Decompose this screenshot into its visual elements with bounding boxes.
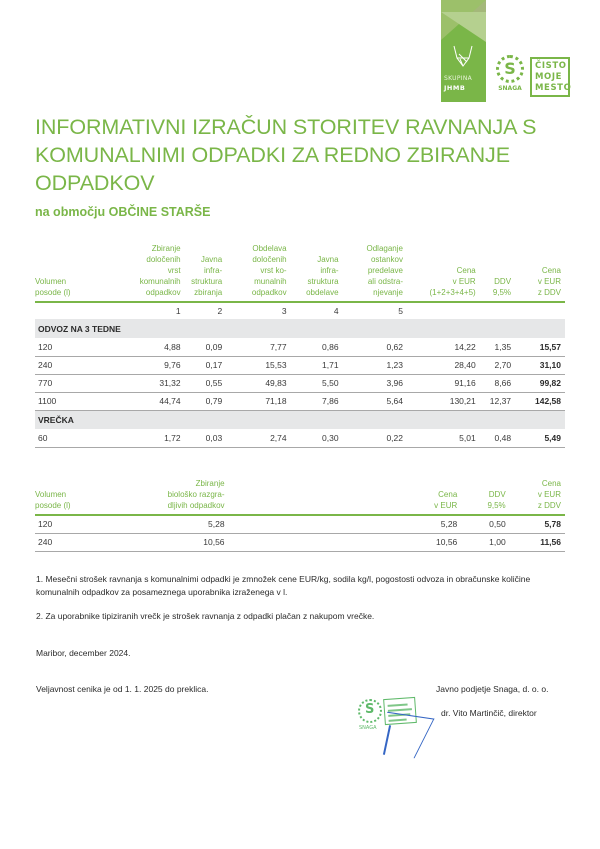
- column-number: 3: [281, 306, 287, 316]
- document-subtitle: na območju OBČINE STARŠE: [35, 205, 211, 219]
- column-header: Zbiranje biološko razgra- dljivih odpadkov: [118, 475, 229, 515]
- column-number: [407, 302, 480, 319]
- price-table-bio: [35, 475, 565, 552]
- column-header: Volumen posode (l): [35, 475, 118, 515]
- column-header: Javna infra- struktura zbiranja: [185, 237, 227, 302]
- group-name: JHMB: [444, 84, 466, 92]
- table-row: 770 31,32 0,55 49,83 5,50 3,96 91,16 8,66 99,82: [35, 374, 565, 392]
- validity-text: Veljavnost cenika je od 1. 1. 2025 do preklica.: [36, 684, 209, 694]
- table-row: 120 5,28 5,28 0,50 5,78: [35, 515, 565, 533]
- company-name: Javno podjetje Snaga, d. o. o.: [436, 684, 549, 694]
- company-stamp-signature: S SNAGA: [356, 695, 436, 755]
- footnotes: [36, 573, 566, 635]
- fox-icon: [451, 44, 475, 68]
- column-header: Cena v EUR (1+2+3+4+5): [407, 237, 480, 302]
- table-row: 120 4,88 0,09 7,77 0,86 0,62 14,22 1,35 15,57: [35, 338, 565, 356]
- section-header: VREČKA: [35, 410, 565, 429]
- place-date: Maribor, december 2024.: [36, 648, 131, 658]
- column-number: 2: [217, 306, 223, 316]
- column-header: Odlaganje ostankov predelave ali odstra- njevanje: [343, 237, 407, 302]
- footnote-2: 2. Za uporabnike tipiziranih vrečk je strošek ravnanja z odpadki plačan z nakupom vrečke.: [36, 611, 375, 621]
- section-header: ODVOZ NA 3 TEDNE: [35, 319, 565, 338]
- column-header: Obdelava določenih vrst ko- munalnih odpadkov: [226, 237, 290, 302]
- director-name: dr. Vito Martinčič, direktor: [441, 708, 537, 718]
- column-number: 1: [175, 306, 181, 316]
- column-header: Cena v EUR z DDV: [510, 475, 565, 515]
- price-table-main: [35, 237, 565, 448]
- column-header: Cena v EUR: [229, 475, 462, 515]
- column-header: Volumen posode (l): [35, 237, 110, 302]
- footnote-1: 1. Mesečni strošek ravnanja s komunalnimi odpadki je zmnožek cene EUR/kg, sodila kg/l, pogostosti odvoza in obračunske količine komunalnih odpadkov za posameznega uporabnika izraženega v l.: [36, 574, 531, 597]
- column-header: DDV 9,5%: [480, 237, 515, 302]
- skupina-jhmb-logo: [441, 0, 486, 102]
- snaga-logo: S SNAGA: [494, 55, 526, 95]
- group-label: SKUPINA: [444, 75, 473, 82]
- column-number: 5: [398, 306, 403, 316]
- column-number: 4: [333, 306, 339, 316]
- column-number: [480, 302, 515, 319]
- table-row: 240 10,56 10,56 1,00 11,56: [35, 533, 565, 551]
- column-header: Javna infra- struktura obdelave: [291, 237, 343, 302]
- cisto-moje-mesto-logo: ČISTO MOJE MESTO: [530, 57, 570, 97]
- document-title: INFORMATIVNI IZRAČUN STORITEV RAVNANJA S KOMUNALNIMI ODPADKI ZA REDNO ZBIRANJE ODPADKOV: [35, 115, 537, 195]
- table-row: 1100 44,74 0,79 71,18 7,86 5,64 130,21 12,37 142,58: [35, 392, 565, 410]
- table-row: 60 1,72 0,03 2,74 0,30 0,22 5,01 0,48 5,49: [35, 429, 565, 447]
- table-row: 240 9,76 0,17 15,53 1,71 1,23 28,40 2,70 31,10: [35, 356, 565, 374]
- column-number: [35, 302, 110, 319]
- column-header: Zbiranje določenih vrst komunalnih odpadkov: [110, 237, 185, 302]
- column-number: [515, 302, 565, 319]
- column-header: Cena v EUR z DDV: [515, 237, 565, 302]
- column-header: DDV 9,5%: [461, 475, 509, 515]
